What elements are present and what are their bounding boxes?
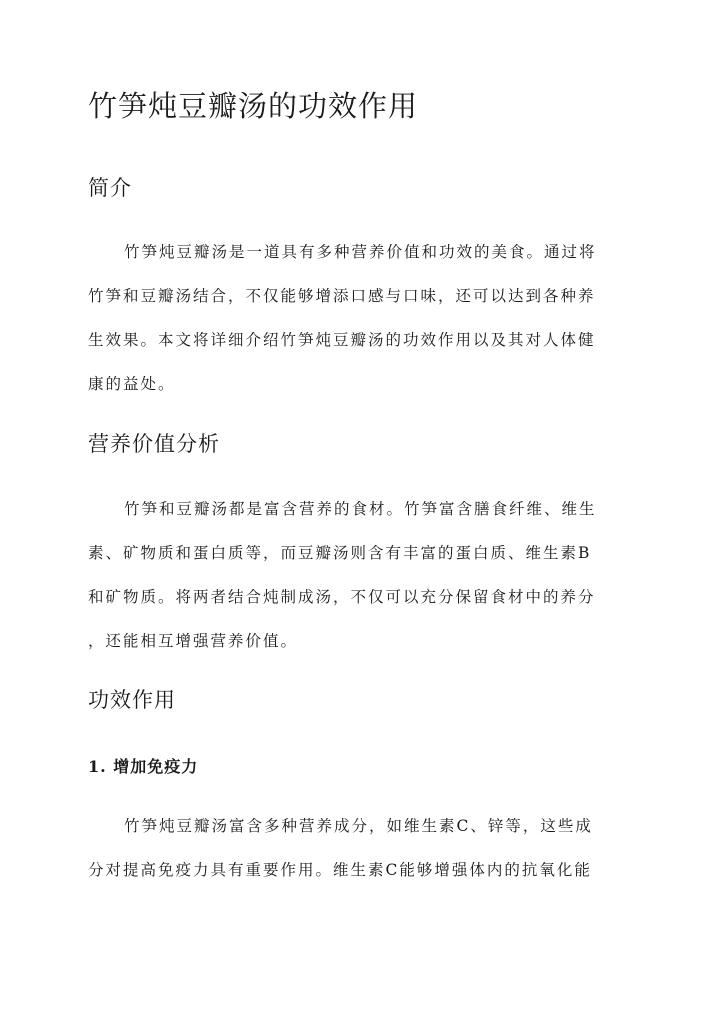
paragraph-line: ，还能相互增强营养价值。 <box>88 632 299 650</box>
paragraph-line: 竹笋和豆瓣汤都是富含营养的食材。竹笋富含膳食纤维、维生 <box>124 500 597 518</box>
document-title: 竹笋炖豆瓣汤的功效作用 <box>88 89 419 123</box>
paragraph-line: 素、矿物质和蛋白质等，而豆瓣汤则含有丰富的蛋白质、维生素B <box>88 544 592 562</box>
subheading-immunity: 1. 增加免疫力 <box>88 757 199 776</box>
section-heading-nutrition: 营养价值分析 <box>88 432 220 456</box>
paragraph-line: 康的益处。 <box>88 375 176 393</box>
paragraph-line: 竹笋炖豆瓣汤富含多种营养成分，如维生素C、锌等，这些成 <box>124 817 593 835</box>
paragraph-intro <box>88 230 633 406</box>
paragraph-line: 和矿物质。将两者结合炖制成汤，不仅可以充分保留食材中的养分 <box>88 588 596 606</box>
section-heading-intro: 简介 <box>88 176 132 200</box>
section-heading-effects: 功效作用 <box>88 688 176 712</box>
paragraph-line: 竹笋炖豆瓣汤是一道具有多种营养价值和功效的美食。通过将 <box>124 243 597 261</box>
paragraph-line: 竹笋和豆瓣汤结合，不仅能够增添口感与口味，还可以达到各种养 <box>88 287 596 305</box>
paragraph-line: 分对提高免疫力具有重要作用。维生素C能够增强体内的抗氧化能 <box>88 861 592 879</box>
paragraph-line: 生效果。本文将详细介绍竹笋炖豆瓣汤的功效作用以及其对人体健 <box>88 331 596 349</box>
paragraph-immunity <box>88 804 633 892</box>
paragraph-nutrition <box>88 487 633 663</box>
